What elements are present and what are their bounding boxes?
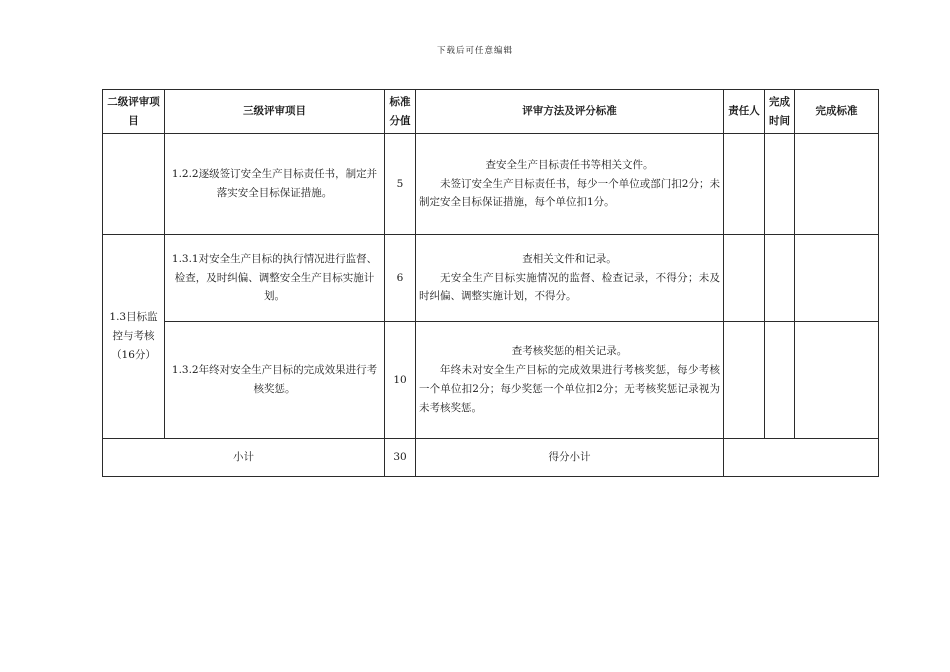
header-level2: 二级评审项目 bbox=[103, 90, 165, 134]
method-line: 无安全生产目标实施情况的监督、检查记录，不得分；未及时纠偏、调整实施计划，不得分。 bbox=[419, 271, 720, 303]
subtotal-score: 30 bbox=[385, 439, 416, 477]
method-line: 查安全生产目标责任书等相关文件。 bbox=[485, 158, 654, 171]
table-row bbox=[103, 235, 879, 322]
subtotal-label: 小计 bbox=[103, 439, 385, 477]
header-score: 标准分值 bbox=[385, 90, 416, 134]
subtotal-value bbox=[724, 439, 879, 477]
responsible-cell bbox=[724, 134, 765, 235]
table-row bbox=[103, 322, 879, 439]
level2-cell bbox=[103, 134, 165, 235]
table-header-row bbox=[103, 90, 879, 134]
table-row bbox=[103, 134, 879, 235]
header-complete-time: 完成时间 bbox=[765, 90, 795, 134]
level3-cell: 1.2.2逐级签订安全生产目标责任书，制定并落实安全目标保证措施。 bbox=[165, 134, 385, 235]
method-cell bbox=[416, 134, 724, 235]
score-cell: 5 bbox=[385, 134, 416, 235]
score-cell: 10 bbox=[385, 322, 416, 439]
responsible-cell bbox=[724, 322, 765, 439]
subtotal-row bbox=[103, 439, 879, 477]
header-responsible: 责任人 bbox=[724, 90, 765, 134]
header-level3: 三级评审项目 bbox=[165, 90, 385, 134]
level3-cell: 1.3.1对安全生产目标的执行情况进行监督、检查，及时纠偏、调整安全生产目标实施计划。 bbox=[165, 235, 385, 322]
subtotal-score-label: 得分小计 bbox=[416, 439, 724, 477]
method-line: 查考核奖惩的相关记录。 bbox=[511, 345, 628, 358]
header-method: 评审方法及评分标准 bbox=[416, 90, 724, 134]
responsible-cell bbox=[724, 235, 765, 322]
method-cell bbox=[416, 322, 724, 439]
header-complete-std: 完成标准 bbox=[795, 90, 879, 134]
header-note: 下载后可任意编辑 bbox=[436, 46, 513, 56]
complete-time-cell bbox=[765, 134, 795, 235]
method-cell bbox=[416, 235, 724, 322]
level3-cell: 1.3.2年终对安全生产目标的完成效果进行考核奖惩。 bbox=[165, 322, 385, 439]
complete-std-cell bbox=[795, 322, 879, 439]
complete-time-cell bbox=[765, 235, 795, 322]
complete-time-cell bbox=[765, 322, 795, 439]
complete-std-cell bbox=[795, 235, 879, 322]
method-line: 查相关文件和记录。 bbox=[522, 252, 617, 265]
review-table bbox=[102, 89, 879, 477]
level2-cell: 1.3目标监控与考核（16分） bbox=[103, 235, 165, 439]
score-cell: 6 bbox=[385, 235, 416, 322]
method-line: 未签订安全生产目标责任书，每少一个单位或部门扣2分；未制定安全目标保证措施，每个单位扣1分。 bbox=[419, 177, 720, 209]
method-line: 年终未对安全生产目标的完成效果进行考核奖惩，每少考核一个单位扣2分；每少奖惩一个单位扣2分；无考核奖惩记录视为未考核奖惩。 bbox=[419, 364, 720, 414]
complete-std-cell bbox=[795, 134, 879, 235]
